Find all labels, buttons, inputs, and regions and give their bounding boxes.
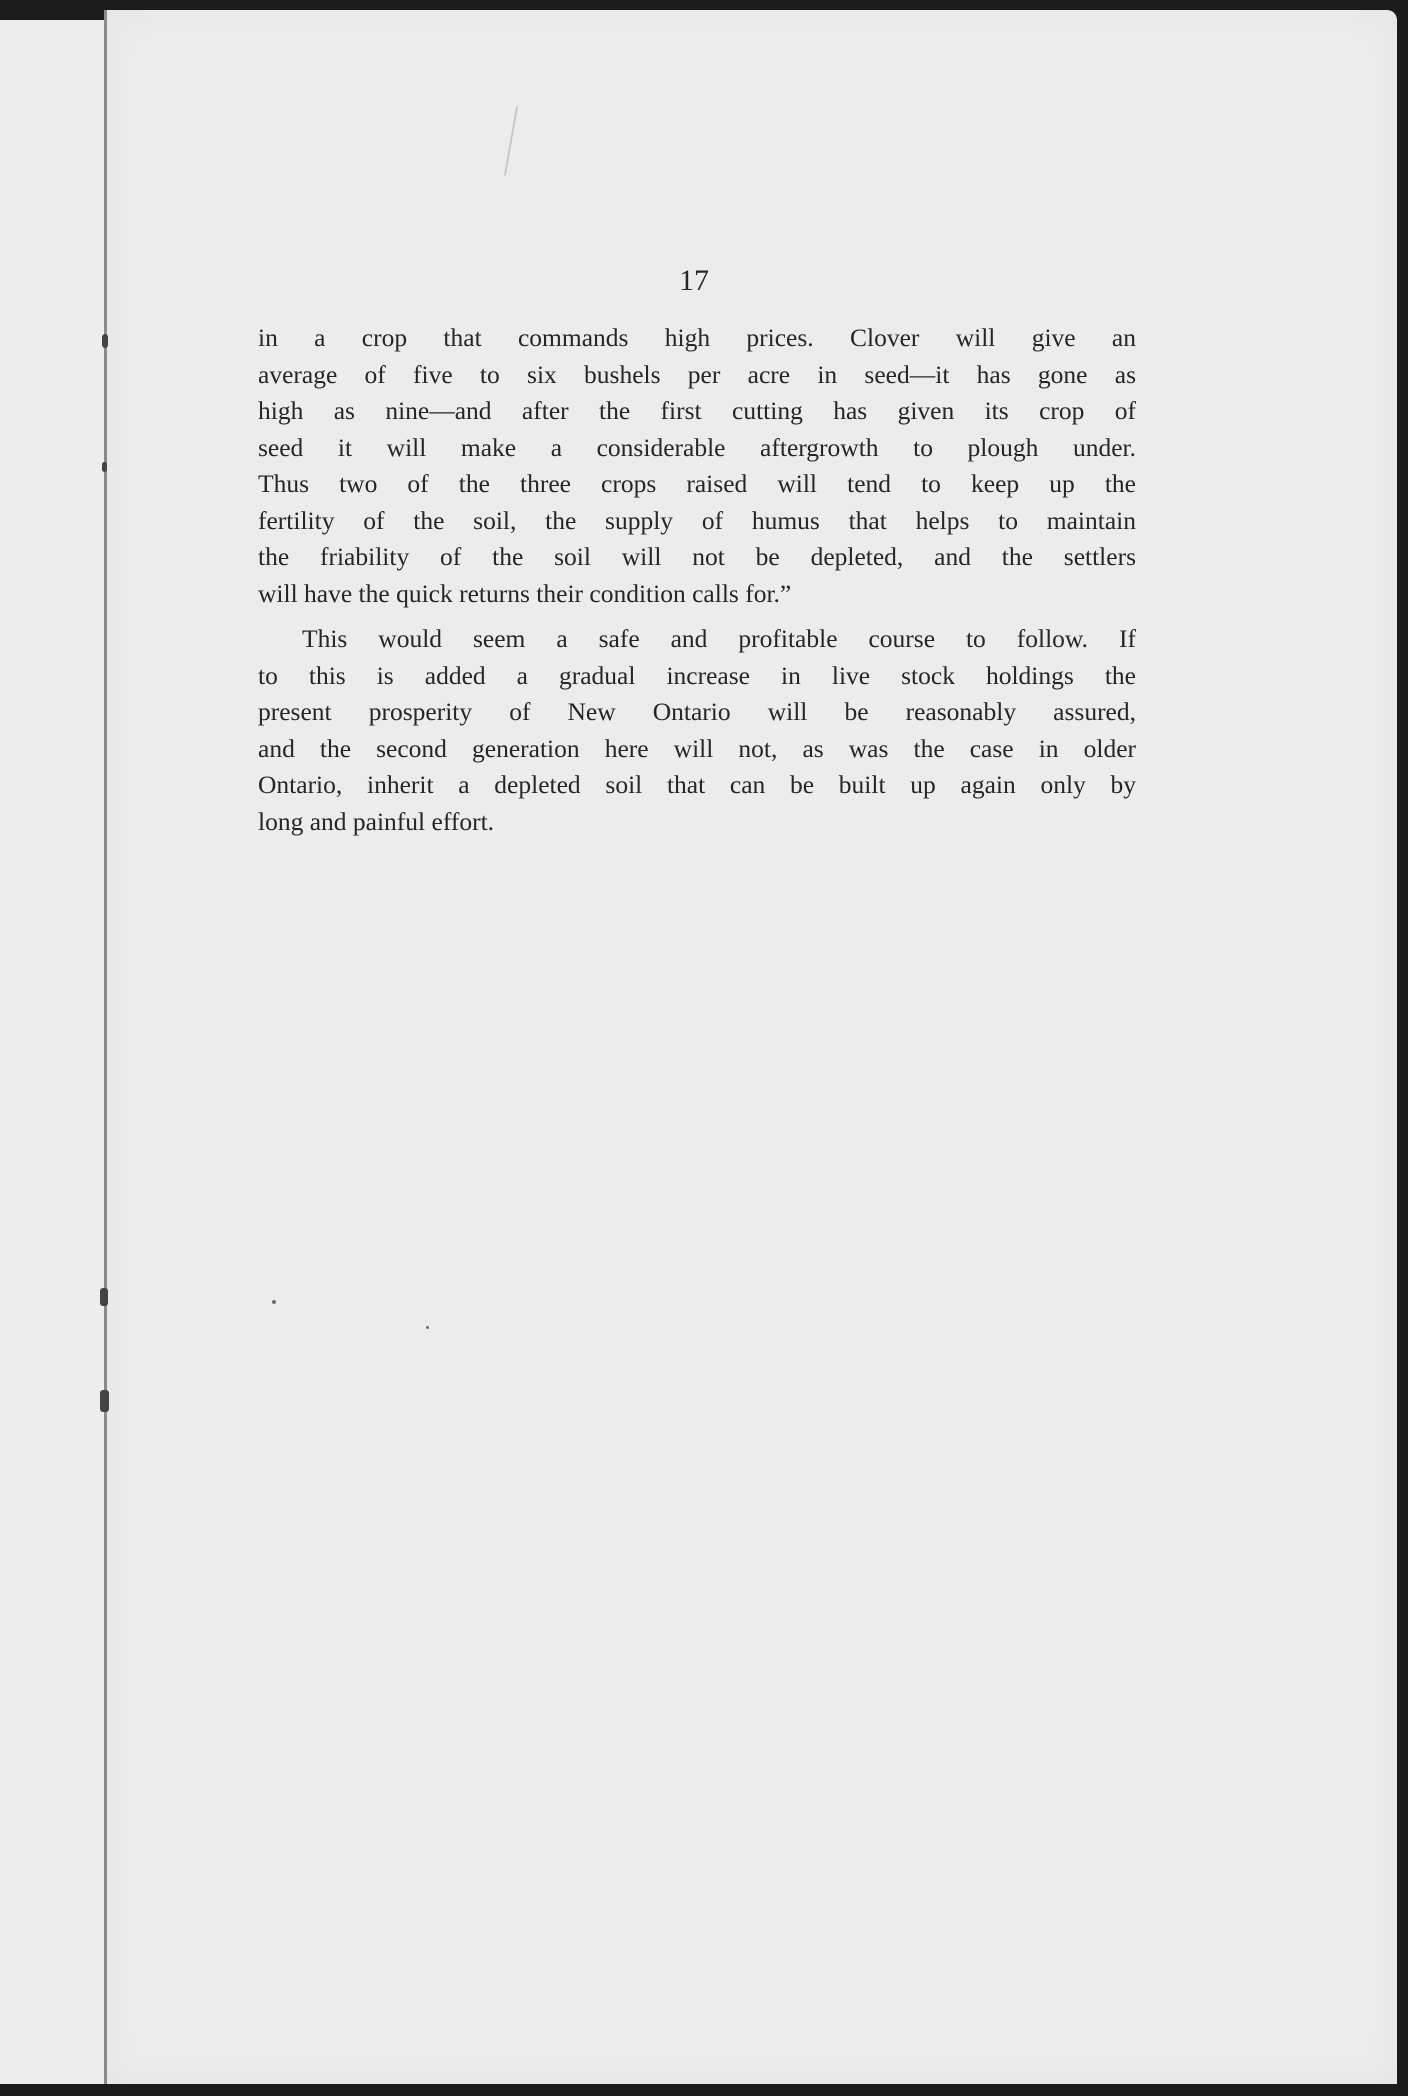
text-line: This would seem a safe and profitable course to follow. If bbox=[302, 624, 1136, 653]
paper-speck bbox=[426, 1326, 429, 1329]
binding-mark bbox=[100, 1288, 108, 1306]
paper-speck bbox=[272, 1300, 276, 1304]
text-line: average of five to six bushels per acre in seed—it has gone as bbox=[258, 359, 1136, 389]
text-line: and the second generation here will not, as was the case in older bbox=[258, 733, 1136, 763]
text-line: to this is added a gradual increase in live stock holdings the bbox=[258, 660, 1136, 690]
text-line: in a crop that commands high prices. Clover will give an bbox=[258, 323, 1136, 352]
binding-mark bbox=[102, 334, 108, 348]
text-line: seed it will make a considerable aftergrowth to plough under. bbox=[258, 432, 1136, 462]
text-line: long and painful effort. bbox=[258, 806, 495, 836]
text-line: Ontario, inherit a depleted soil that can be built up again only by bbox=[258, 770, 1136, 799]
body-text bbox=[258, 320, 1136, 849]
binding-mark bbox=[102, 462, 107, 472]
facing-page-edge bbox=[0, 20, 106, 2084]
text-line: will have the quick returns their condition calls for.” bbox=[258, 578, 792, 608]
text-line: the friability of the soil will not be depleted, and the settlers bbox=[258, 542, 1136, 571]
paragraph-1 bbox=[258, 320, 1136, 612]
text-line: fertility of the soil, the supply of humus that helps to maintain bbox=[258, 505, 1136, 535]
text-line: present prosperity of New Ontario will be reasonably assured, bbox=[258, 697, 1136, 726]
text-line: high as nine—and after the first cutting has given its crop of bbox=[258, 396, 1136, 425]
text-line: Thus two of the three crops raised will tend to keep up the bbox=[258, 469, 1136, 498]
binding-mark bbox=[100, 1390, 109, 1412]
page-number: 17 bbox=[679, 264, 709, 297]
paragraph-2 bbox=[258, 621, 1136, 840]
